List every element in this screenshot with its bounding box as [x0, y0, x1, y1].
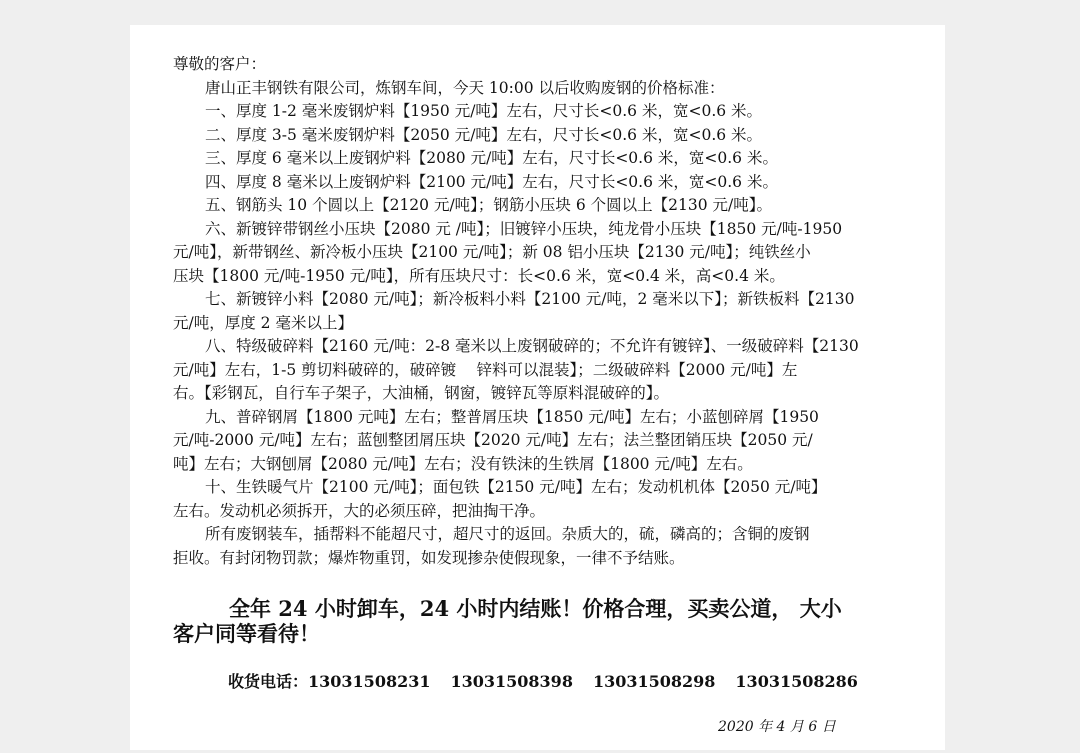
- price-line-10-cont: 左右。发动机必须拆开，大的必须压碎，把油掏干净。: [173, 501, 546, 520]
- price-list: [173, 100, 893, 570]
- price-line-8-cont-1: 元/吨】左右，1-5 剪切料破碎的，破碎镀 锌料可以混装】；二级破碎料【2000 元/吨】左: [173, 360, 798, 379]
- slogan-line-1: 全年 24 小时卸车，24 小时内结账！价格合理，买卖公道， 大小: [229, 596, 842, 621]
- intro-line: 唐山正丰钢铁有限公司，炼钢车间，今天 10:00 以后收购废钢的价格标准：: [205, 79, 725, 97]
- price-line-9: 九、普碎钢屑【1800 元吨】左右；整普屑压块【1850 元/吨】左右；小蓝刨碎屑【1950: [205, 407, 819, 426]
- phone-number: 13031508286: [735, 672, 858, 691]
- price-line-2: 二、厚度 3-5 毫米废钢炉料【2050 元/吨】左右，尺寸长<0.6 米，宽<0.6 米。: [205, 125, 763, 144]
- slogan-line-2: 客户同等看待！: [173, 621, 320, 646]
- price-line-9-cont-2: 吨】左右；大钢刨屑【2080 元/吨】左右；没有铁沫的生铁屑【1800 元/吨】左右。: [173, 454, 753, 473]
- price-line-7: 七、新镀锌小料【2080 元/吨】；新冷板料小料【2100 元/吨，2 毫米以下】；新铁板料【2130: [205, 290, 855, 308]
- price-line-1: 一、厚度 1-2 毫米废钢炉料【1950 元/吨】左右，尺寸长<0.6 米，宽<0.6 米。: [205, 102, 763, 120]
- price-line-6-cont-1: 元/吨】，新带钢丝、新冷板小压块【2100 元/吨】；新 08 铝小压块【2130 元/吨】；纯铁丝小: [173, 243, 811, 261]
- rules-line-2: 拒收。有封闭物罚款；爆炸物重罚，如发现掺杂使假现象，一律不予结账。: [173, 548, 685, 567]
- price-line-7-cont: 元/吨，厚度 2 毫米以上】: [173, 313, 353, 332]
- phone-number: 13031508298: [592, 672, 716, 691]
- slogan: [173, 596, 903, 646]
- phone-numbers: [228, 669, 878, 692]
- rules-line-1: 所有废钢装车，插帮料不能超尺寸，超尺寸的返回。杂质大的，硫，磷高的；含铜的废钢: [205, 525, 810, 543]
- phone-number: 13031508398: [450, 672, 573, 691]
- price-line-10: 十、生铁暖气片【2100 元/吨】；面包铁【2150 元/吨】左右；发动机机体【2050 元/吨】: [205, 478, 827, 496]
- phone-number: 13031508231: [308, 672, 431, 691]
- price-line-4: 四、厚度 8 毫米以上废钢炉料【2100 元/吨】左右，尺寸长<0.6 米，宽<0.6 米。: [205, 172, 778, 191]
- price-line-9-cont-1: 元/吨-2000 元/吨】左右；蓝刨整团屑压块【2020 元/吨】左右；法兰整团销压块【2050 元/: [173, 431, 813, 449]
- notice-page: [130, 25, 945, 750]
- price-line-6-cont-2: 压块【1800 元/吨-1950 元/吨】，所有压块尺寸：长<0.6 米，宽<0.4 米，高<0.4 米。: [173, 266, 785, 285]
- price-line-6: 六、新镀锌带钢丝小压块【2080 元 /吨】；旧镀锌小压块，纯龙骨小压块【1850 元/吨-1950: [205, 219, 843, 238]
- greeting: 尊敬的客户：: [173, 55, 267, 73]
- notice-date: 2020 年 4 月 6 日: [718, 719, 836, 735]
- phone-label: 收货电话：: [228, 672, 309, 691]
- price-line-3: 三、厚度 6 毫米以上废钢炉料【2080 元/吨】左右，尺寸长<0.6 米，宽<0.6 米。: [205, 149, 778, 167]
- price-line-8: 八、特级破碎料【2160 元/吨：2-8 毫米以上废钢破碎的；不允许有镀锌】、一级破碎料【2130: [205, 337, 859, 355]
- price-line-5: 五、钢筋头 10 个圆以上【2120 元/吨】；钢筋小压块 6 个圆以上【2130 元/吨】。: [205, 196, 772, 214]
- price-line-8-cont-2: 右。【彩钢瓦，自行车子架子，大油桶，钢窗，镀锌瓦等原料混破碎的】。: [173, 384, 670, 402]
